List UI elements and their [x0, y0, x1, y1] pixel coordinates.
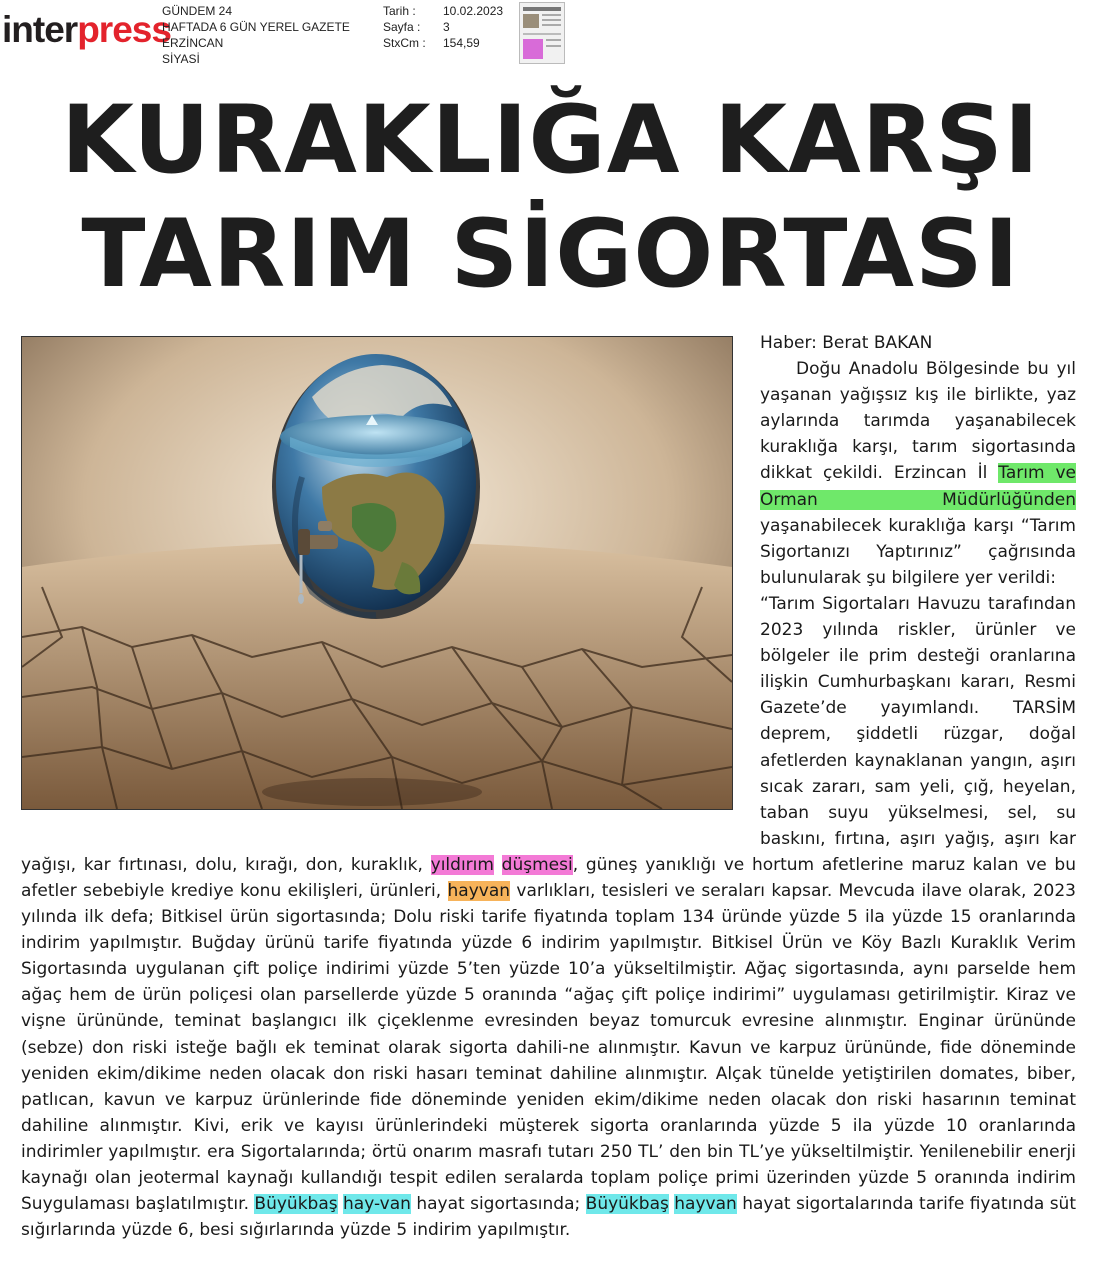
- interpress-logo: [2, 8, 171, 52]
- clipping-header: [0, 0, 1101, 66]
- publication-name: GÜNDEM 24: [162, 4, 233, 18]
- date-label: Tarih :: [383, 4, 416, 18]
- paragraph-1: Doğu Anadolu Bölgesinde bu yıl yaşanan yağışsız kış ile birlikte, yaz aylarında tarımda yaşanabilecek kuraklığa karşı, tarım sigortasında dikkat çekildi. Erzincan İl Tarım ve Orman Müdürlüğünden yaşanabilecek kuraklığa karşı “Tarım Sigortanızı Yaptırınız” çağrısında bulunularak şu bilgilere yer verildi:: [760, 359, 1077, 588]
- date-value: 10.02.2023: [443, 4, 504, 18]
- logo-inter-text: inter: [2, 9, 78, 50]
- publication-city: ERZİNCAN: [162, 36, 224, 50]
- page-value: 3: [443, 20, 450, 34]
- page-label: Sayfa :: [383, 20, 421, 34]
- headline-line-1: KURAKLIĞA KARŞI: [61, 86, 1040, 195]
- publication-section: SİYASİ: [162, 52, 200, 66]
- logo-press-text: press: [77, 9, 171, 50]
- publication-frequency: HAFTADA 6 GÜN YEREL GAZETE: [162, 20, 350, 34]
- meta-labels: [383, 3, 426, 51]
- page-thumbnail[interactable]: [519, 2, 565, 64]
- paragraph-2: “Tarım Sigortaları Havuzu tarafından 2023 yılında riskler, ürünler ve bölgeler ile prim desteği oranlarına ilişkin Cumhurbaşkanı kararı, Resmi Gazete’de yayımlandı. TARSİM deprem, şiddetli rüzgar, doğal afetlerden kaynaklanan yangın, aşırı sıcak zararı, sam yeli, çığ, heyelan, taban suyu yükselmesi, sel, su baskını, fırtına, aşırı yağış, aşırı kar yağışı, kar fırtınası, dolu, kırağı, don, kuraklık, yıldırım düşmesi, güneş yanıklığı ve hortum afetlerine maruz kalan ve bu afetler sebebiyle krediye konu ekilişleri, ürünleri, hayvan varlıkları, tesisleri ve seraları kapsar. Mevcuda ilave olarak, 2023 yılında ilk defa; Bitkisel ürün sigortasında; Dolu riski tarife fiyatında toplam 134 üründe yüzde 5 ila yüzde 15 oranlarında indirim yapılmıştır. Buğday ürünü tarife fiyatında yüzde 6 indirim yapılmıştır. Bitkisel Ürün ve Köy Bazlı Kuraklık Verim Sigortasında uygulanan çift poliçe indirimi yüzde 5’ten yüzde 10’a yükseltilmiştir. Ağaç sigortasında, aynı parselde hem ağaç hem de ürün poliçesi olan parsellerde yüzde 5 oranında “ağaç çift poliçe indirimi” uygulaması getirilmiştir. Kiraz ve vişne ürününde, teminat başlangıcı ilk çiçeklenme evresinden beyaz tomurcuk evresine alınmıştır. Enginar ürününde (sebze) don riski isteğe bağlı ek teminat olarak sigorta dahili-ne alınmıştır. Kavun ve karpuz ürününde, fide döneminde yeniden ekim/dikime neden olacak don riski hasarı teminat dahiline alınmıştır. Alçak tünelde yetiştirilen domates, biber, patlıcan, kavun ve karpuz ürünlerinde fide döneminde yeniden ekim/dikime neden olacak don riski hasarının teminat dahiline alınmıştır. Kivi, erik ve kayısı ürünlerindeki müşterek sigorta oranlarında yüzde 5 ila yüzde 10 oranlarında indirimler yapılmıştır. era Sigortalarında; örtü onarım masrafı tutarı 250 TL’ den bin TL’ye yükseltilmiştir. Yenilenebilir enerji kaynağı olan jeotermal kaynağı kullandığı tespit edilen seralarda toplam poliçe primi üzerinden yüzde 5 oranında indirim Suygulaması başlatılmıştır. Büyükbaş hay-van hayat sigortasında; Büyükbaş hayvan hayat sigortalarında tarife fiyatında süt sığırlarında yüzde 6, besi sığırlarında yüzde 5 indirim yapılmıştır.: [21, 593, 1076, 1241]
- publication-info: [162, 3, 350, 67]
- meta-values: [443, 3, 503, 51]
- headline: [0, 84, 1101, 312]
- highlight-keyword: Büyükbaş: [254, 1194, 338, 1215]
- highlight-keyword: yıldırım: [430, 854, 494, 875]
- highlight-keyword: Tarım ve Orman Müdürlüğünden: [760, 463, 1077, 510]
- stxcm-value: 154,59: [443, 36, 480, 50]
- highlight-keyword: hayvan: [447, 880, 511, 901]
- byline: Haber: Berat BAKAN: [760, 333, 933, 353]
- highlight-keyword: Büyükbaş: [585, 1194, 669, 1215]
- highlight-keyword: hayvan: [674, 1194, 737, 1215]
- article-body: [21, 330, 1076, 1243]
- headline-line-2: TARIM SİGORTASI: [81, 200, 1020, 309]
- highlight-keyword: hay-van: [343, 1194, 411, 1215]
- stxcm-label: StxCm :: [383, 36, 426, 50]
- highlight-keyword: düşmesi: [501, 854, 573, 875]
